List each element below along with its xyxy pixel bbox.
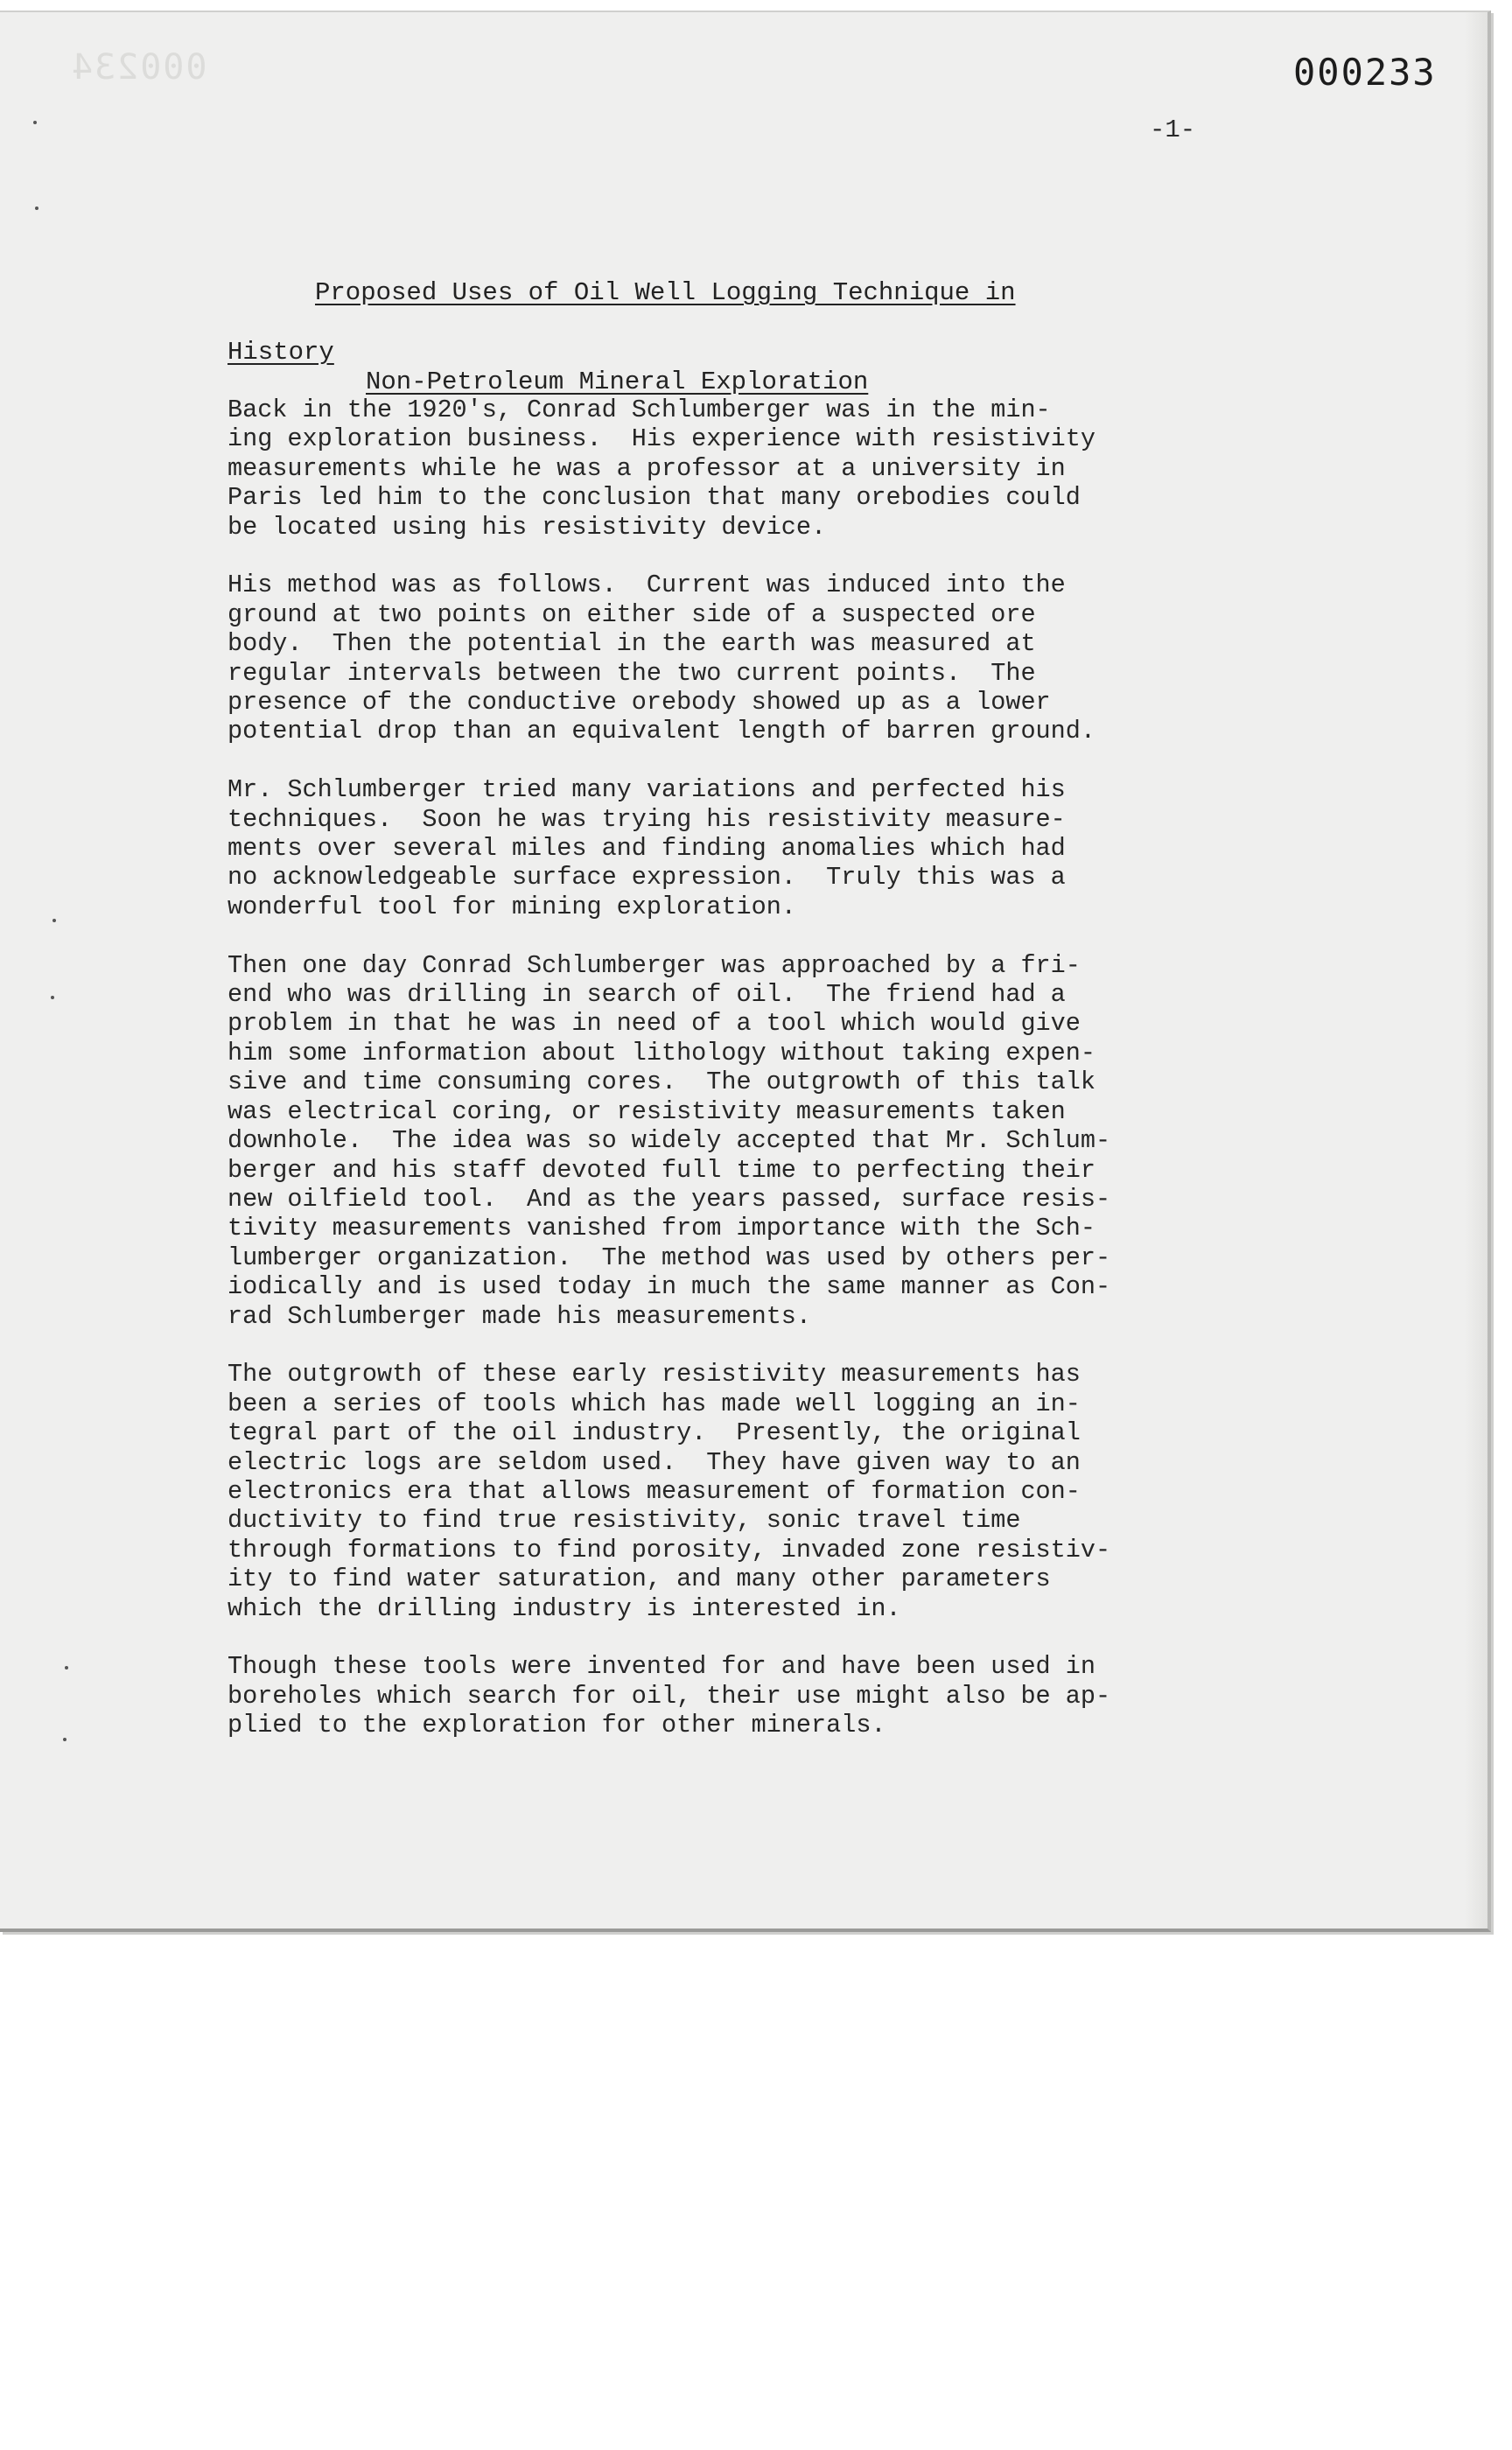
text-line: His method was as follows. Current was induced into the xyxy=(228,570,1066,600)
scan-speck xyxy=(51,996,54,999)
text-line: ductivity to find true resistivity, sonic travel time xyxy=(228,1506,1021,1536)
text-line: ground at two points on either side of a suspected ore xyxy=(228,599,1036,629)
text-line: him some information about lithology without taking expen- xyxy=(228,1038,1096,1068)
paper-sheet xyxy=(0,10,1491,1932)
text-line: wonderful tool for mining exploration. xyxy=(228,892,796,921)
scan-speck xyxy=(35,206,38,210)
text-line: potential drop than an equivalent length of barren ground. xyxy=(228,717,1096,746)
scan-speck xyxy=(65,1666,68,1670)
paragraph-5 xyxy=(228,1360,1356,1623)
text-line: The outgrowth of these early resistivity measurements has xyxy=(228,1360,1081,1390)
title-line-2: Non-Petroleum Mineral Exploration xyxy=(366,368,869,396)
text-line: Back in the 1920's, Conrad Schlumberger was in the min- xyxy=(228,396,1051,424)
paragraph-1 xyxy=(228,396,1356,542)
scan-speck xyxy=(33,121,37,124)
text-line: tivity measurements vanished from importance with the Sch- xyxy=(228,1214,1096,1243)
text-line: regular intervals between the two current points. The xyxy=(228,658,1036,688)
document-body xyxy=(228,396,1356,1769)
text-line: measurements while he was a professor at a university in xyxy=(228,453,1066,483)
text-line: iodically and is used today in much the same manner as Con- xyxy=(228,1272,1111,1302)
text-line: was electrical coring, or resistivity measurements taken xyxy=(228,1096,1066,1126)
text-line: end who was drilling in search of oil. The friend had a xyxy=(228,980,1066,1010)
text-line: ments over several miles and finding anomalies which had xyxy=(228,834,1066,864)
title-line-1: Proposed Uses of Oil Well Logging Technique in xyxy=(315,278,1016,307)
text-line: body. Then the potential in the earth was measured at xyxy=(228,629,1036,659)
text-line: new oilfield tool. And as the years passed, surface resis- xyxy=(228,1184,1111,1214)
scan-speck xyxy=(63,1738,66,1741)
paragraph-3 xyxy=(228,775,1356,921)
paragraph-6 xyxy=(228,1652,1356,1740)
text-line: berger and his staff devoted full time to perfecting their xyxy=(228,1155,1096,1185)
text-line: problem in that he was in need of a tool which would give xyxy=(228,1009,1081,1039)
text-line: tegral part of the oil industry. Presently, the original xyxy=(228,1418,1081,1448)
document-number: 000233 xyxy=(1293,51,1437,94)
text-line: presence of the conductive orebody showed up as a lower xyxy=(228,688,1051,718)
text-line: ing exploration business. His experience with resistivity xyxy=(228,424,1096,454)
bleed-through-number: 000234 xyxy=(70,47,207,88)
text-line: ity to find water saturation, and many other parameters xyxy=(228,1564,1051,1594)
text-line: Paris led him to the conclusion that many orebodies could xyxy=(228,483,1081,513)
text-line: through formations to find porosity, invaded zone resistiv- xyxy=(228,1535,1111,1564)
text-line: electronics era that allows measurement of formation con- xyxy=(228,1476,1081,1506)
text-line: lumberger organization. The method was used by others per- xyxy=(228,1242,1111,1272)
section-heading: History xyxy=(228,338,334,367)
text-line: be located using his resistivity device. xyxy=(228,512,827,542)
text-line: electric logs are seldom used. They have given way to an xyxy=(228,1447,1081,1477)
scan-speck xyxy=(52,919,56,922)
text-line: no acknowledgeable surface expression. Truly this was a xyxy=(228,863,1066,892)
text-line: Though these tools were invented for and have been used in xyxy=(228,1652,1096,1682)
text-line: techniques. Soon he was trying his resistivity measure- xyxy=(228,804,1066,834)
paragraph-4 xyxy=(228,951,1356,1331)
text-line: been a series of tools which has made well logging an in- xyxy=(228,1389,1081,1418)
text-line: rad Schlumberger made his measurements. xyxy=(228,1301,812,1331)
page-number: -1- xyxy=(1150,116,1196,144)
text-line: plied to the exploration for other minerals. xyxy=(228,1711,886,1740)
paper-edge-shadow xyxy=(1465,12,1488,1928)
text-line: which the drilling industry is interested in. xyxy=(228,1593,901,1623)
text-line: sive and time consuming cores. The outgrowth of this talk xyxy=(228,1068,1096,1097)
text-line: Mr. Schlumberger tried many variations and perfected his xyxy=(228,775,1066,805)
text-line: Then one day Conrad Schlumberger was approached by a fri- xyxy=(228,950,1081,980)
text-line: boreholes which search for oil, their use might also be ap- xyxy=(228,1681,1111,1711)
paragraph-2 xyxy=(228,570,1356,746)
text-line: downhole. The idea was so widely accepted that Mr. Schlum- xyxy=(228,1126,1111,1156)
